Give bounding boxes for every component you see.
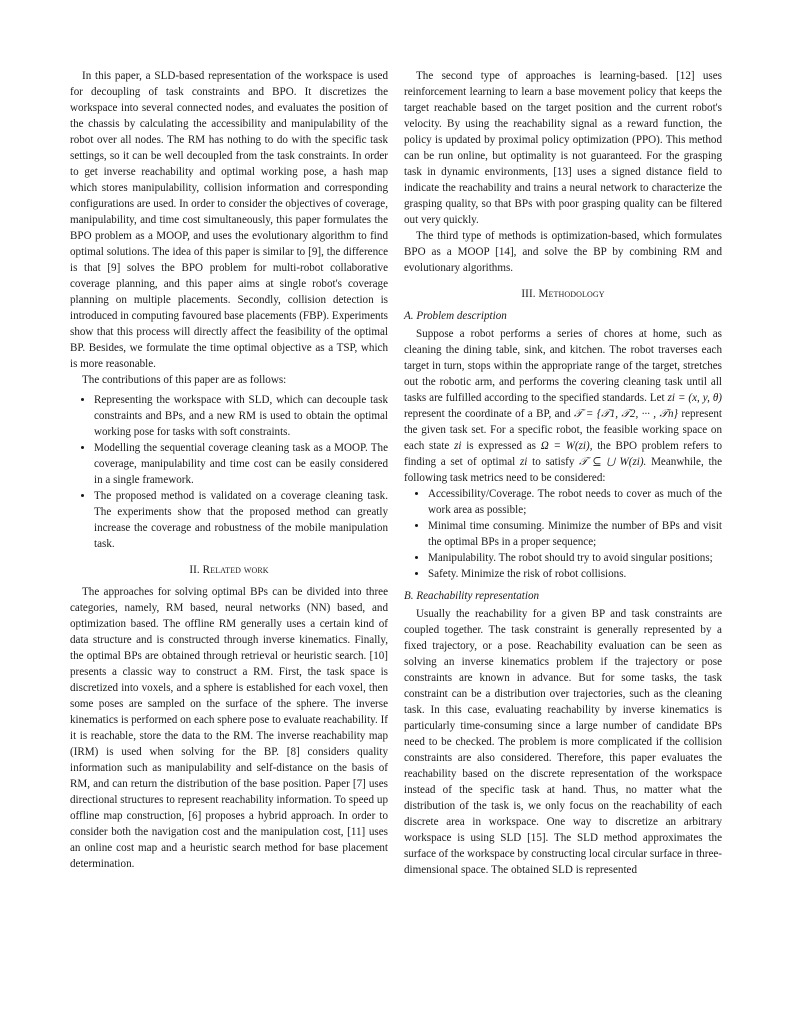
math-workspace: Ω = W(zi), [540, 440, 593, 452]
contribution-item: • The proposed method is validated on a coverage cleaning task. The experiments show that the proposed method can greatly increase the coverage and robustness of the mobile manipulation task. [94, 488, 388, 552]
section-title: Methodology [538, 288, 605, 300]
left-column [70, 68, 388, 872]
math-state: zi [519, 456, 528, 468]
contribution-item: • Modelling the sequential coverage cleaning task as a MOOP. The coverage, manipulability and time cost can be easily considered in a single framework. [94, 440, 388, 488]
math-task-set: 𝒯 = {𝒯1, 𝒯2, ··· , 𝒯n} [574, 408, 678, 420]
section-heading-related-work [70, 562, 388, 578]
right-column [404, 68, 722, 878]
metric-item: • Accessibility/Coverage. The robot needs to cover as much of the work area as possible; [428, 486, 722, 518]
problem-text: represent the coordinate of a BP, and [404, 408, 571, 420]
learning-paragraph: The second type of approaches is learning-based. [12] uses reinforcement learning to learn a base movement policy that keeps the target reachable based on the target position and the current robot's velocity. By using the reachability signal as a reward function, the policy is updated by proximal policy optimization (PPO). This method can be run online, but optimality is not guaranteed. For the grasping task in dynamic environments, [13] uses a signed distance field to indicate the reachability and trains a neural network to characterize the grasping quality, so that BPs with poor grasping quality can be filtered out very quickly. [404, 70, 722, 226]
problem-text: is expressed as [466, 440, 537, 452]
contribution-item: • Representing the workspace with SLD, which can decouple task constraints and BPs, and a new RM is used to obtain the optimal working pose for tasks with soft constraints. [94, 392, 388, 440]
problem-paragraph [404, 326, 722, 486]
problem-text: Suppose a robot performs a series of chores at home, such as cleaning the dining table, sink, and kitchen. The robot traverses each target in turn, stops within the appropriate range of the target, stretches out the robotic arm, and performs the covering cleaning task until all tasks are fulfilled according to the specified standards. Let [404, 328, 722, 404]
intro-paragraph: In this paper, a SLD-based representation of the workspace is used for decoupling of task constraints and BPO. It discretizes the workspace into several connected nodes, and evaluates the position of the chassis by calculating the accessibility and manipulability of the robot over all nodes. The RM has nothing to do with the specific task settings, so it can be well decoupled from the task constraints. In order to get inverse reachability and optimal working pose, a hash map which stores manipulability, collision information and corresponding configurations are used. In order to consider the objectives of coverage, manipulability, and time cost simultaneously, this paper formulates the BPO problem as a MOOP, and uses the evolutionary algorithm to find optimal solutions. The idea of this paper is similar to [9], the difference is that [9] solves the BPO problem for multi-robot collaborative coverage planning, and this paper aims at single robot's coverage planning on multiple placements. Secondly, collision detection is introduced in computing favoured base placements (FBP). Experiments show that this process will directly affect the feasibility of the optimal BP. Besides, we formulate the time optimal objective as a TSP, which is more reasonable. [70, 70, 388, 370]
metric-item: • Manipulability. The robot should try to avoid singular positions; [428, 550, 722, 566]
reachability-paragraph: Usually the reachability for a given BP and task constraints are coupled together. The task constraint is generally represented by a fixed trajectory, or a pose. Reachability evaluation can be seen as solving an inverse kinematics problem if the trajectory or pose constraints are known in advance. But for some tasks, the task constraint can be a distribution over trajectories, such as the cleaning task. In this case, evaluating reachability by inverse kinematics is particularly time-consuming since a large number of candidate BPs need to be checked. The problem is more complicated if the collision constraints are also considered. Therefore, this paper evaluates the reachability based on the discrete representation of the workspace instead of the specific task at hand. Thus, no matter what the distribution of the task is, we only focus on the reachability of each discrete area in workspace. One way to discretize an arbitrary workspace is using SLD [15]. The SLD method approximates the surface of the workspace by constructing local circular surface in three-dimensional space. The obtained SLD is represented [404, 608, 722, 876]
task-metrics-list [404, 486, 722, 582]
problem-text: to satisfy [532, 456, 575, 468]
section-number: II. [189, 564, 200, 576]
math-bp-coordinate: zi = (x, y, θ) [667, 392, 722, 404]
contributions-list [70, 392, 388, 552]
section-title: Related work [202, 564, 269, 576]
problem-text: Meanwhile, the following task metrics need to be considered: [404, 456, 723, 484]
contributions-intro: The contributions of this paper are as follows: [82, 374, 287, 386]
metric-item: • Safety. Minimize the risk of robot collisions. [428, 566, 722, 582]
metric-item: • Minimal time consuming. Minimize the number of BPs and visit the optimal BPs in a proper sequence; [428, 518, 722, 550]
subsection-problem-description: A. Problem description [404, 310, 507, 322]
math-state: zi [454, 440, 462, 452]
problem-text: the BPO problem refers to finding a set of optimal [404, 440, 723, 468]
section-number: III. [521, 288, 536, 300]
problem-text: represent the given task set. For a specific robot, the feasible working space on each state [404, 408, 722, 452]
math-constraint: 𝒯 ⊆ ⋃ W(zi). [579, 456, 647, 468]
related-work-paragraph: The approaches for solving optimal BPs can be divided into three categories, namely, RM based, neural networks (NN) based, and optimization based. The offline RM generally uses a certain kind of data structure and is constructed through inverse kinematics. Finally, the optimal BPs are obtained through retrieval or heuristic search. [10] presents a classic way to construct a RM. First, the task space is discretized into voxels, and a sphere is established for each voxel, then some poses are sampled on the surface of the sphere. The inverse kinematics is performed on each sphere pose to evaluate reachability. If it is reachable, store the data to the RM. The inverse reachability map (IRM) is used when solving for the BP. [8] considers quality information such as manipulability and self-distance on the basis of RM, and can return the distribution of the base position. Paper [7] uses directional structures to represent reachability information. To speed up offline map construction, [6] proposes a hybrid approach. In order to consider both the navigation cost and the manipulation cost, [11] uses an online cost map and a heuristic search method for base placement determination. [70, 586, 388, 870]
section-heading-methodology [404, 286, 722, 302]
subsection-reachability: B. Reachability representation [404, 590, 540, 602]
optimization-paragraph: The third type of methods is optimization-based, which formulates BPO as a MOOP [14], and solve the BP by combining RM and evolutionary algorithms. [404, 230, 722, 274]
